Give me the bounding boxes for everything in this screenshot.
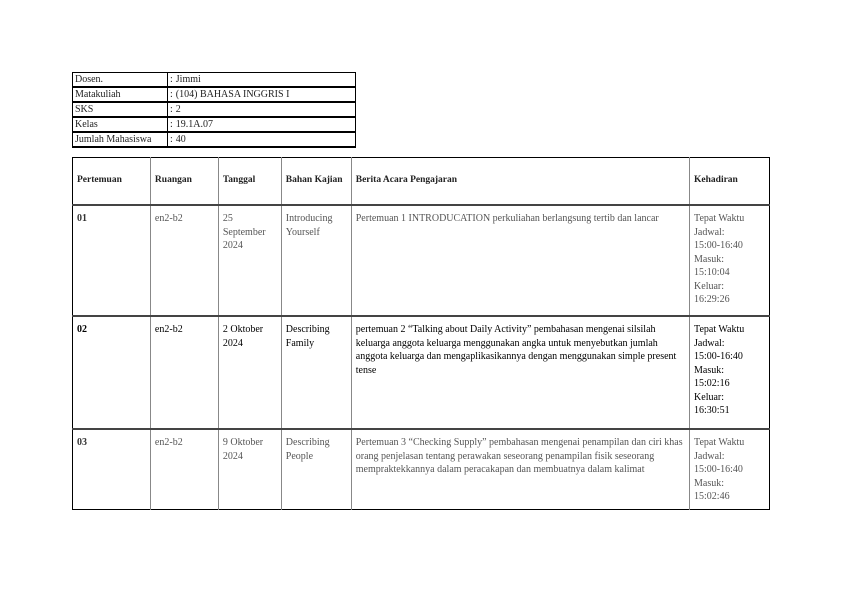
kehadiran-cell [690, 316, 770, 429]
colon: : [170, 104, 173, 115]
jadwal-value: 15:00-16:40 [694, 240, 743, 251]
header-row [73, 158, 770, 206]
kehadiran-cell [690, 429, 770, 509]
tanggal-cell: 2 Oktober 2024 [218, 316, 281, 429]
masuk-value: 15:02:46 [694, 491, 730, 502]
header-berita-acara: Berita Acara Pengajaran [351, 158, 689, 206]
kelas-value: 19.1A.07 [175, 119, 214, 130]
bahan-cell: Describing Family [281, 316, 351, 429]
info-value [168, 73, 356, 88]
ruangan-cell: en2-b2 [150, 429, 218, 509]
attendance-table [72, 157, 770, 510]
dosen-value: Jimmi [175, 74, 201, 85]
info-label: Kelas [73, 117, 168, 132]
colon: : [170, 134, 173, 145]
bahan-cell: Introducing Yourself [281, 205, 351, 316]
header-tanggal: Tanggal [218, 158, 281, 206]
keluar-label: Keluar: [694, 391, 725, 403]
pertemuan-cell: 01 [77, 213, 87, 224]
info-label: SKS [73, 102, 168, 117]
masuk-label: Masuk: [694, 364, 725, 376]
jumlah-value: 40 [175, 134, 186, 145]
ruangan-cell: en2-b2 [150, 205, 218, 316]
tanggal-cell: 9 Oktober 2024 [218, 429, 281, 509]
masuk-value: 15:02:16 [694, 378, 730, 389]
info-label: Jumlah Mahasiswa [73, 132, 168, 147]
jadwal-label: Jadwal: [694, 450, 725, 462]
info-row-sks [73, 102, 356, 117]
info-label: Matakuliah [73, 87, 168, 102]
jadwal-value: 15:00-16:40 [694, 464, 743, 475]
table-row [73, 429, 770, 509]
tanggal-cell: 25 September 2024 [218, 205, 281, 316]
info-value [168, 132, 356, 147]
keluar-value: 16:30:51 [694, 405, 730, 416]
info-value [168, 87, 356, 102]
info-row-kelas [73, 117, 356, 132]
berita-cell: Pertemuan 1 INTRODUCATION perkuliahan berlangsung tertib dan lancar [351, 205, 689, 316]
kehadiran-cell [690, 205, 770, 316]
ruangan-cell: en2-b2 [150, 316, 218, 429]
berita-cell: pertemuan 2 “Talking about Daily Activity” pembahasan mengenai silsilah keluarga anggota keluarga menggunakan angka untuk menyebutkan jumlah anggota keluarga dan mengaplikasikannya dengan menggunakan simple present tense [351, 316, 689, 429]
status-text: Tepat Waktu [694, 213, 745, 224]
table-row [73, 316, 770, 429]
masuk-label: Masuk: [694, 253, 725, 265]
header-pertemuan: Pertemuan [73, 158, 151, 206]
jadwal-label: Jadwal: [694, 337, 725, 349]
sks-value: 2 [175, 104, 181, 115]
header-ruangan: Ruangan [150, 158, 218, 206]
keluar-value: 16:29:26 [694, 294, 730, 305]
colon: : [170, 89, 173, 100]
masuk-label: Masuk: [694, 477, 725, 489]
keluar-label: Keluar: [694, 280, 725, 292]
colon: : [170, 119, 173, 130]
info-value [168, 102, 356, 117]
bahan-cell: Describing People [281, 429, 351, 509]
berita-cell: Pertemuan 3 “Checking Supply” pembahasan mengenai penampilan dan ciri khas orang penjelasan tentang perawakan seseorang penampilan fisik seseorang mempraktekkannya dalam peracakapan dan membuatnya dalam kalimat [351, 429, 689, 509]
info-row-matakuliah [73, 87, 356, 102]
info-row-jumlah [73, 132, 356, 147]
pertemuan-cell: 03 [77, 437, 87, 448]
masuk-value: 15:10:04 [694, 267, 730, 278]
info-value [168, 117, 356, 132]
info-row-dosen [73, 73, 356, 88]
header-kehadiran: Kehadiran [690, 158, 770, 206]
jadwal-value: 15:00-16:40 [694, 351, 743, 362]
colon: : [170, 74, 173, 85]
info-label: Dosen. [73, 73, 168, 88]
course-info-table [72, 72, 356, 148]
status-text: Tepat Waktu [694, 324, 745, 335]
jadwal-label: Jadwal: [694, 226, 725, 238]
status-text: Tepat Waktu [694, 437, 745, 448]
header-bahan-kajian: Bahan Kajian [281, 158, 351, 206]
table-row [73, 205, 770, 316]
matakuliah-value: (104) BAHASA INGGRIS I [175, 89, 290, 100]
pertemuan-cell: 02 [77, 324, 87, 335]
